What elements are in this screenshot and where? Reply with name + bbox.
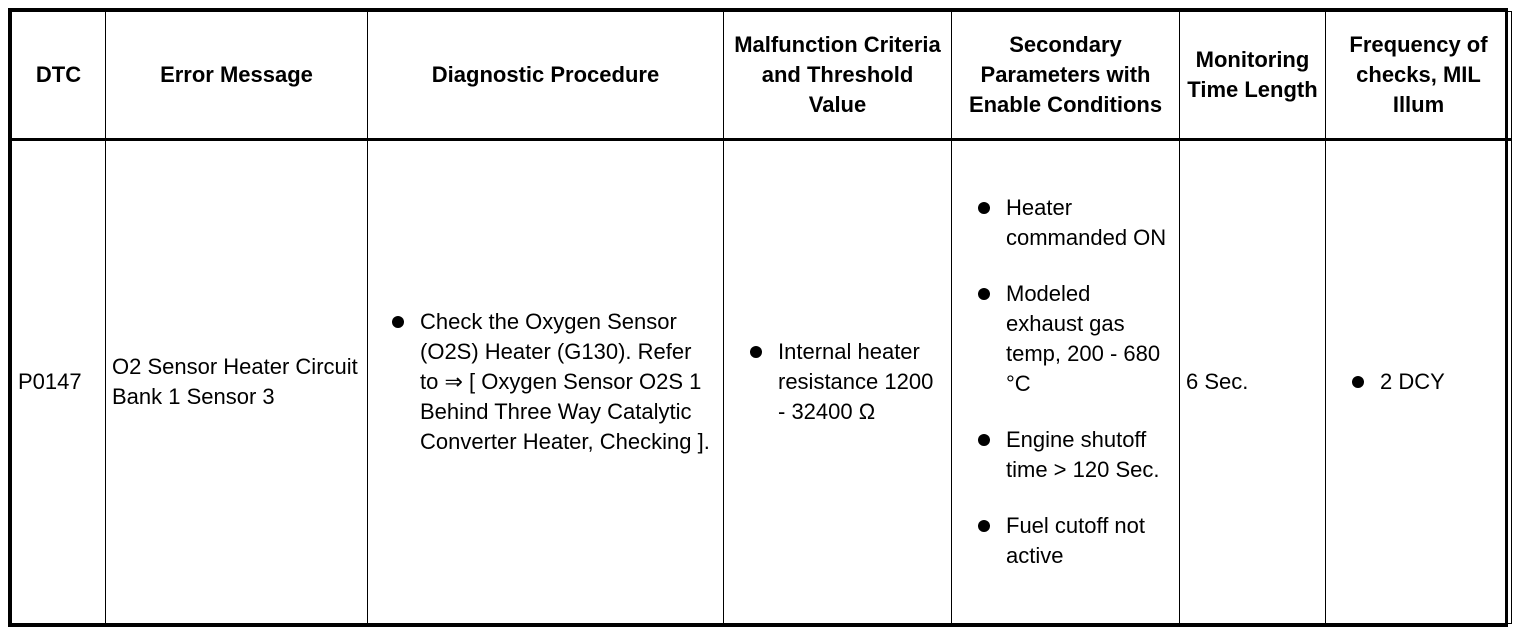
header-dtc: DTC xyxy=(12,12,106,140)
cell-monitoring-time: 6 Sec. xyxy=(1180,140,1326,624)
cell-malfunction-criteria xyxy=(724,140,952,624)
table-row xyxy=(12,140,1512,624)
dtc-table-grid xyxy=(11,11,1512,624)
header-malfunction-criteria: Malfunction Criteria and Threshold Value xyxy=(724,12,952,140)
frequency-list xyxy=(1346,367,1503,397)
frequency-item: 2 DCY xyxy=(1346,367,1503,397)
malfunction-criteria-list xyxy=(744,337,943,427)
diagnostic-procedure-list xyxy=(386,307,715,457)
secondary-parameter-item: Heater commanded ON xyxy=(972,193,1173,253)
cell-frequency-checks xyxy=(1326,140,1512,624)
cell-error-message: O2 Sensor Heater Circuit Bank 1 Sensor 3 xyxy=(106,140,368,624)
table-header xyxy=(12,12,1512,140)
cell-diagnostic-procedure xyxy=(368,140,724,624)
secondary-parameter-item: Modeled exhaust gas temp, 200 - 680 °C xyxy=(972,279,1173,399)
header-secondary-parameters: Secondary Parameters with Enable Conditions xyxy=(952,12,1180,140)
secondary-parameters-list xyxy=(972,193,1173,571)
diagnostic-procedure-item: Check the Oxygen Sensor (O2S) Heater (G130). Refer to ⇒ [ Oxygen Sensor O2S 1 Behind Three Way Catalytic Converter Heater, Checking ]. xyxy=(386,307,715,457)
table-body xyxy=(12,140,1512,624)
header-frequency-checks: Frequency of checks, MIL Illum xyxy=(1326,12,1512,140)
dtc-table xyxy=(8,8,1508,627)
secondary-parameter-item: Engine shutoff time > 120 Sec. xyxy=(972,425,1173,485)
header-diagnostic-procedure: Diagnostic Procedure xyxy=(368,12,724,140)
cell-secondary-parameters xyxy=(952,140,1180,624)
header-row xyxy=(12,12,1512,140)
cell-dtc: P0147 xyxy=(12,140,106,624)
secondary-parameter-item: Fuel cutoff not active xyxy=(972,511,1173,571)
header-error-message: Error Message xyxy=(106,12,368,140)
header-monitoring-time: Monitoring Time Length xyxy=(1180,12,1326,140)
malfunction-criteria-item: Internal heater resistance 1200 - 32400 Ω xyxy=(744,337,943,427)
